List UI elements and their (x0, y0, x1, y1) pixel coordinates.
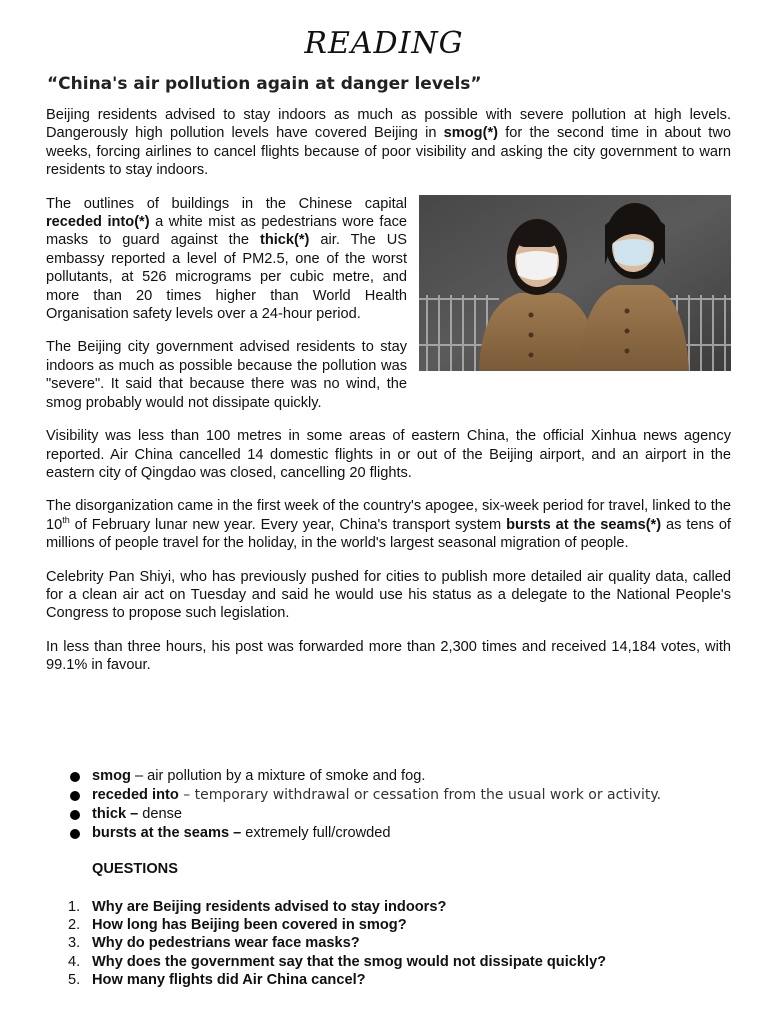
article-paragraph-6: Celebrity Pan Shiyi, who has previously pushed for cities to publish more detailed air quality data, called for a clean air act on Tuesday and said he would use his status as a delegate to the National People's Congress to propose such legislation. (46, 568, 731, 622)
question-item: 2. How long has Beijing been covered in smog? (68, 917, 407, 934)
article-title: “China's air pollution again at danger levels” (47, 74, 482, 94)
question-item: 1. Why are Beijing residents advised to stay indoors? (68, 899, 447, 915)
bullet-icon (70, 791, 80, 801)
question-item: 4. Why does the government say that the smog would not dissipate quickly? (68, 953, 607, 970)
questions-list (68, 898, 728, 989)
china-link: China (466, 428, 505, 445)
question-item: 3. Why do pedestrians wear face masks? (68, 935, 360, 952)
article-paragraph-3: The Beijing city government advised residents to stay indoors as much as possible because the pollution was "severe". It said that because there was no wind, the smog probably would not dissipate quickly. (46, 339, 407, 411)
lead-sentence: Beijing residents advised to stay indoors as much as possible with severe pollution at high levels. (46, 107, 731, 123)
term-smog: smog(*) (443, 125, 498, 142)
article-paragraph-5: The disorganization came in the first week of the country's apogee, six-week period for travel, linked to the 10th of February lunar new year. Every year, China's transport system bursts at the seams(*) as tens of millions of people travel for the holiday, in the world's largest seasonal migration of people. (46, 498, 731, 552)
glossary-item: receded into – temporary withdrawal or cessation from the usual work or activity. (68, 786, 728, 805)
questions-heading: QUESTIONS (92, 861, 178, 877)
bullet-icon (70, 829, 80, 839)
glossary-item: thick – dense (68, 805, 728, 824)
term-bursts-at-the-seams: bursts at the seams(*) (506, 516, 662, 533)
glossary-item: bursts at the seams – extremely full/crowded (68, 824, 728, 843)
bullet-icon (70, 772, 80, 782)
question-item: 5. How many flights did Air China cancel? (68, 971, 366, 988)
term-receded-into: receded into(*) (46, 214, 150, 231)
article-paragraph-4: Visibility was less than 100 metres in some areas of eastern China, the official Xinhua news agency reported. Air China cancelled 14 domestic flights in or out of the Beijing airport, and an airport in the eastern city of Qingdao was closed, cancelling 20 flights. (46, 428, 731, 481)
glossary-list (68, 767, 728, 843)
page-heading: READING (304, 26, 464, 61)
article-paragraph-2: The outlines of buildings in the Chinese capital receded into(*) a white mist as pedestrians wore face masks to guard against the thick(*) air. The US embassy reported a level of PM2.5, one of the worst pollutants, at 526 micrograms per cubic metre, and more than 20 times higher than World Health Organisation safety levels over a 24-hour period. (46, 195, 408, 323)
article-paragraph-7: In less than three hours, his post was forwarded more than 2,300 times and received 14,184 votes, with 99.1% in favour. (46, 638, 731, 674)
term-thick: thick(*) (259, 232, 310, 249)
glossary-item: smog – air pollution by a mixture of smoke and fog. (68, 767, 728, 786)
bullet-icon (70, 810, 80, 820)
pollution-photo (419, 195, 731, 371)
article-paragraph-lead: Beijing residents advised to stay indoors as much as possible with severe pollution at high levels. Dangerously high pollution levels have covered Beijing in smog(*) for the second time in about two weeks, forcing airlines to cancel flights because of poor visibility and asking the city government to warn residents to stay indoors. (46, 107, 732, 179)
article-body (46, 106, 731, 690)
